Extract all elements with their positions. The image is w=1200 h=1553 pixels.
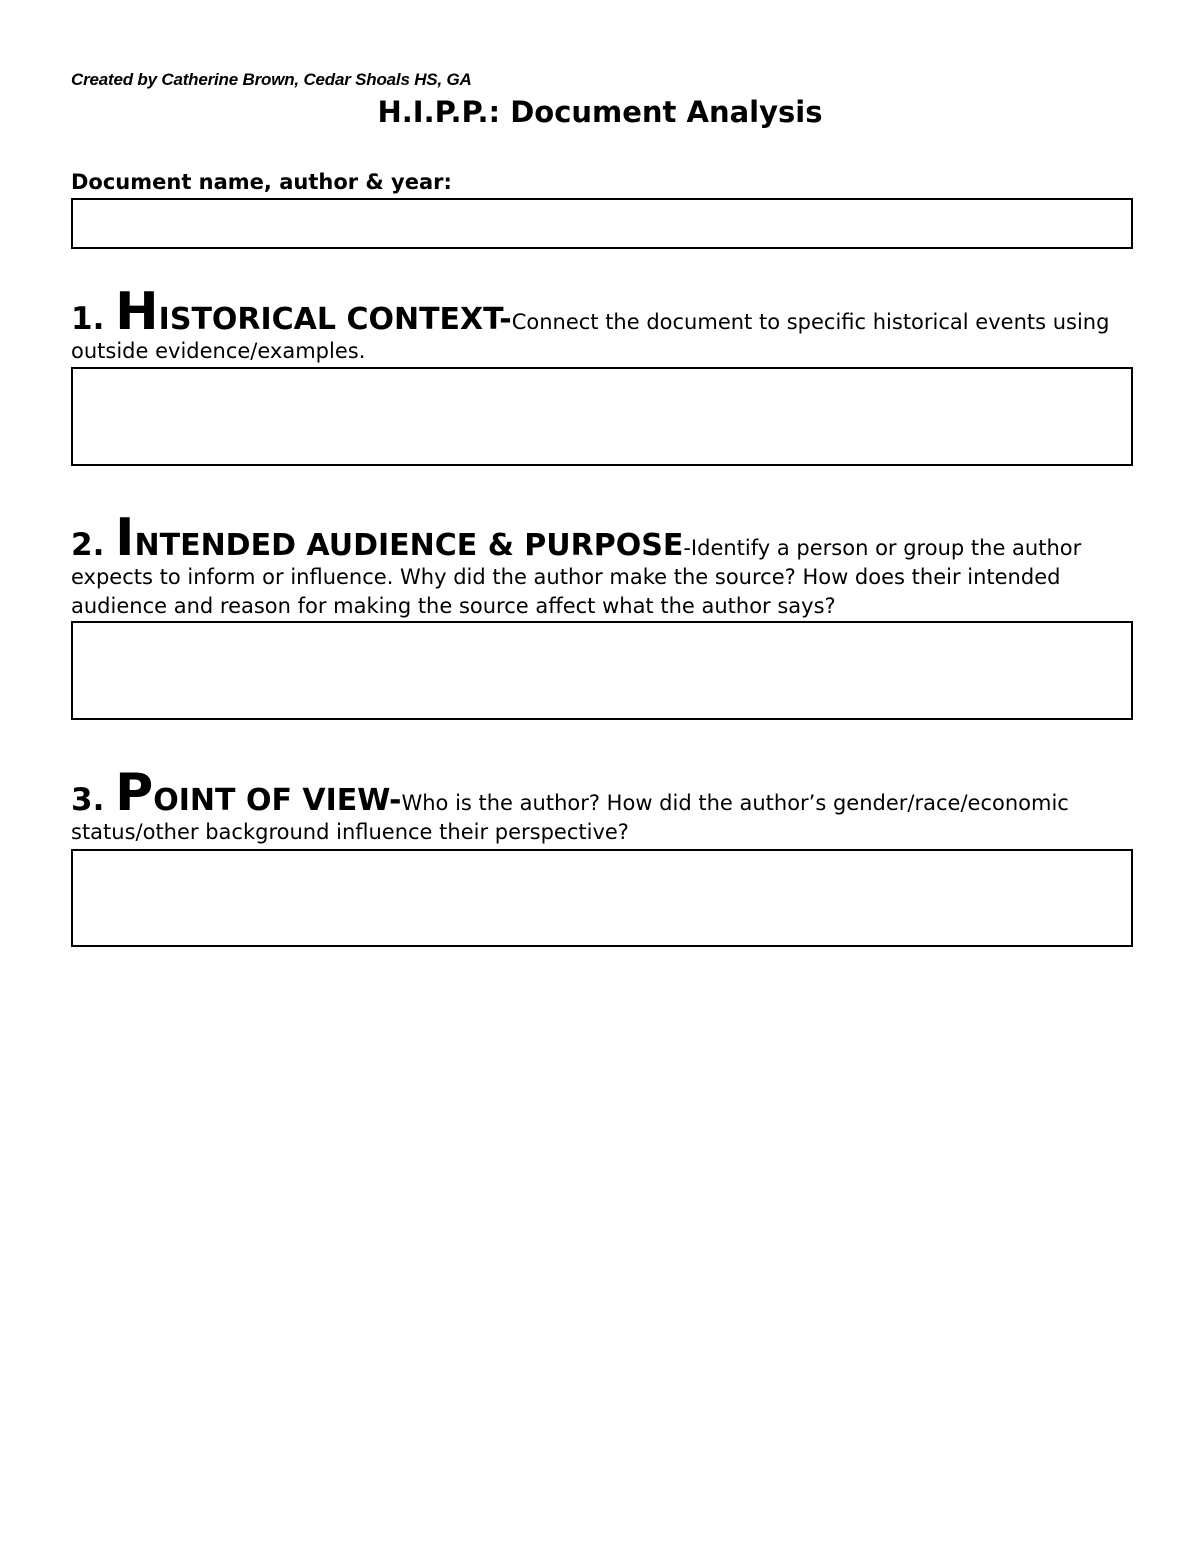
section-heading: NTENDED AUDIENCE & PURPOSE [134, 528, 684, 563]
document-name-input[interactable] [71, 198, 1133, 249]
point-of-view-answer-box[interactable] [71, 849, 1133, 947]
section-prompt: Connect the document to specific historical events using outside evidence/examples. [71, 310, 1110, 363]
historical-context-answer-box[interactable] [71, 367, 1133, 466]
section-number: 2. [71, 527, 116, 563]
section-number: 1. [71, 301, 116, 337]
section-prompt: Who is the author? How did the author’s gender/race/economic status/other background influence their perspective? [71, 791, 1069, 844]
section-heading: OINT OF VIEW- [153, 783, 402, 818]
page-title: H.I.P.P.: Document Analysis [377, 95, 823, 129]
section-initial: H [115, 282, 159, 342]
section-initial: I [115, 508, 135, 568]
section-heading: ISTORICAL CONTEXT- [158, 302, 512, 337]
document-field-label: Document name, author & year: [71, 170, 452, 194]
section-point-of-view-prompt [71, 763, 1131, 847]
section-initial: P [115, 763, 154, 823]
author-credit: Created by Catherine Brown, Cedar Shoals HS, GA [71, 70, 472, 89]
section-historical-context-prompt [71, 282, 1131, 366]
section-intended-audience-prompt [71, 508, 1131, 621]
section-number: 3. [71, 782, 116, 818]
section-prompt: -Identify a person or group the author expects to inform or influence. Why did the author make the source? How does their intended audience and reason for making the source affect what the author says? [71, 536, 1082, 618]
intended-audience-answer-box[interactable] [71, 621, 1133, 720]
